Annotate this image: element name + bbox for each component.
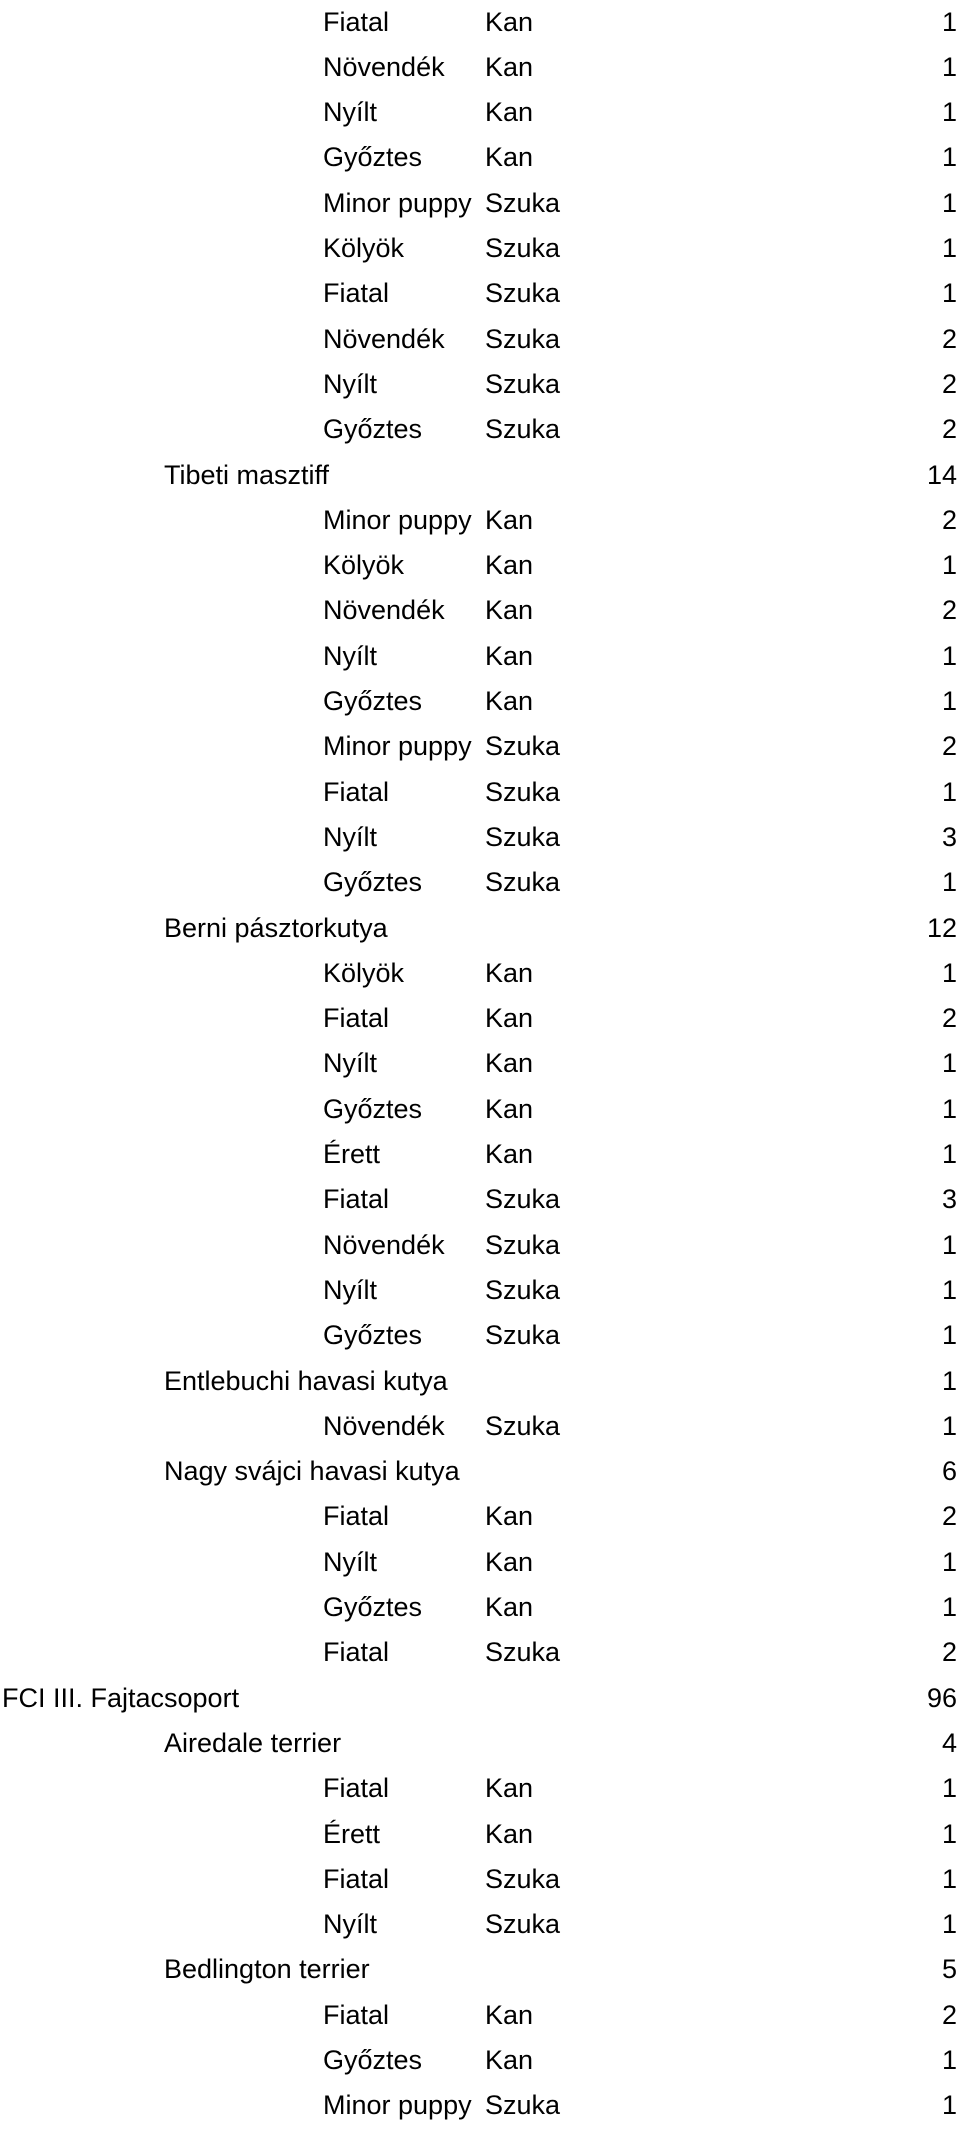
breed-name: Nagy svájci havasi kutya: [164, 1456, 460, 1487]
class-cell: Fiatal: [323, 278, 390, 309]
class-row: [0, 860, 960, 905]
sex-cell: Szuka: [485, 1184, 561, 1215]
class-row: [0, 543, 960, 588]
class-cell: Fiatal: [323, 776, 390, 807]
count-cell: 1: [941, 550, 957, 581]
count-cell: 1: [941, 1546, 957, 1577]
class-cell: Győztes: [323, 1320, 423, 1351]
count-cell: 1: [941, 1863, 957, 1894]
class-row: [0, 407, 960, 452]
sex-cell: Szuka: [485, 1637, 561, 1668]
sex-cell: Szuka: [485, 1863, 561, 1894]
count-cell: 1: [941, 1592, 957, 1622]
count-cell: 2: [941, 504, 957, 535]
class-cell: Nyílt: [323, 821, 377, 852]
sex-cell: Kan: [485, 550, 534, 581]
class-cell: Növendék: [323, 323, 445, 354]
class-row: [0, 271, 960, 316]
count-cell: 2: [941, 1637, 957, 1668]
count-cell: 3: [941, 1184, 957, 1215]
class-row: [0, 1902, 960, 1947]
group-name: FCI III. Fajtacsoport: [2, 1682, 240, 1713]
count-cell: 2: [941, 1003, 957, 1034]
sex-cell: Kan: [485, 1093, 534, 1124]
sex-cell: Szuka: [485, 414, 561, 445]
count-cell: 1: [941, 1274, 957, 1305]
sex-cell: Szuka: [485, 1410, 561, 1441]
count-cell: 1: [941, 640, 957, 671]
sex-cell: Szuka: [485, 1274, 561, 1305]
count-cell: 1: [941, 1410, 957, 1441]
class-cell: Győztes: [323, 1093, 423, 1124]
sex-cell: Kan: [485, 6, 534, 37]
sex-cell: Szuka: [485, 1909, 561, 1940]
class-cell: Érett: [323, 1818, 381, 1849]
count-cell: 2: [941, 731, 957, 762]
class-row: [0, 1404, 960, 1449]
count-cell: 1: [941, 278, 957, 309]
class-row: [0, 362, 960, 407]
class-row: [0, 2083, 960, 2128]
count-cell: 1: [941, 97, 957, 128]
class-row: [0, 1993, 960, 2038]
class-row: [0, 679, 960, 724]
class-row: [0, 588, 960, 633]
class-cell: Növendék: [323, 1410, 445, 1441]
count-cell: 5: [941, 1954, 957, 1985]
class-cell: Kölyök: [323, 957, 405, 988]
class-cell: Növendék: [323, 595, 445, 626]
class-cell: Győztes: [323, 867, 423, 898]
breed-name: Airedale terrier: [164, 1727, 342, 1758]
sex-cell: Kan: [485, 640, 534, 671]
count-cell: 1: [941, 187, 957, 218]
sex-cell: Kan: [485, 142, 534, 173]
count-cell: 2: [941, 414, 957, 445]
class-row: [0, 1494, 960, 1539]
breed-row: [0, 453, 960, 498]
sex-cell: Szuka: [485, 867, 561, 898]
sex-cell: Szuka: [485, 278, 561, 309]
class-row: [0, 2038, 960, 2083]
breed-row: [0, 1721, 960, 1766]
sex-cell: Kan: [485, 1501, 534, 1532]
class-cell: Nyílt: [323, 1048, 377, 1079]
class-row: [0, 135, 960, 180]
class-row: [0, 1041, 960, 1086]
class-cell: Nyílt: [323, 368, 377, 399]
count-cell: 12: [926, 912, 957, 943]
class-row: [0, 1268, 960, 1313]
class-cell: Minor puppy: [323, 504, 472, 535]
class-cell: Fiatal: [323, 1773, 390, 1804]
class-cell: Győztes: [323, 2045, 423, 2075]
count-cell: 2: [941, 595, 957, 626]
class-row: [0, 1857, 960, 1902]
class-row: [0, 498, 960, 543]
breed-name: Tibeti masztiff: [164, 459, 330, 490]
class-row: [0, 1766, 960, 1811]
sex-cell: Kan: [485, 51, 534, 82]
sex-cell: Szuka: [485, 776, 561, 807]
class-row: [0, 724, 960, 769]
class-cell: Növendék: [323, 1229, 445, 1260]
sex-cell: Kan: [485, 1592, 534, 1622]
breed-row: [0, 1947, 960, 1992]
class-row: [0, 90, 960, 135]
sex-cell: Kan: [485, 1048, 534, 1079]
class-row: [0, 1630, 960, 1675]
class-cell: Győztes: [323, 686, 423, 716]
count-cell: 1: [941, 51, 957, 82]
count-cell: 1: [941, 867, 957, 898]
class-row: [0, 317, 960, 362]
count-cell: 2: [941, 323, 957, 354]
sex-cell: Kan: [485, 504, 534, 535]
class-cell: Nyílt: [323, 1909, 377, 1940]
count-cell: 1: [941, 2045, 957, 2075]
class-row: [0, 1177, 960, 1222]
count-cell: 1: [941, 1909, 957, 1940]
count-cell: 1: [941, 233, 957, 263]
class-row: [0, 996, 960, 1041]
class-cell: Fiatal: [323, 1999, 390, 2030]
breed-name: Entlebuchi havasi kutya: [164, 1365, 448, 1396]
sex-cell: Kan: [485, 686, 534, 716]
class-row: [0, 1223, 960, 1268]
class-row: [0, 0, 960, 45]
class-cell: Nyílt: [323, 1274, 377, 1305]
breed-row: [0, 1359, 960, 1404]
class-row: [0, 1132, 960, 1177]
sex-cell: Kan: [485, 957, 534, 988]
sex-cell: Kan: [485, 1139, 534, 1169]
class-cell: Kölyök: [323, 550, 405, 581]
sex-cell: Kan: [485, 1999, 534, 2030]
count-cell: 2: [941, 1501, 957, 1532]
count-cell: 4: [941, 1727, 957, 1758]
count-cell: 1: [941, 1365, 957, 1396]
class-row: [0, 1540, 960, 1585]
sex-cell: Szuka: [485, 368, 561, 399]
sex-cell: Kan: [485, 2045, 534, 2075]
count-cell: 1: [941, 1320, 957, 1351]
breed-name: Berni pásztorkutya: [164, 912, 388, 943]
breed-row: [0, 1449, 960, 1494]
class-cell: Győztes: [323, 1592, 423, 1622]
class-cell: Győztes: [323, 414, 423, 445]
count-cell: 1: [941, 1093, 957, 1124]
class-row: [0, 770, 960, 815]
sex-cell: Szuka: [485, 1320, 561, 1351]
class-row: [0, 226, 960, 271]
count-cell: 2: [941, 368, 957, 399]
sex-cell: Kan: [485, 1818, 534, 1849]
sex-cell: Szuka: [485, 323, 561, 354]
breed-name: Bedlington terrier: [164, 1954, 370, 1985]
sex-cell: Szuka: [485, 1229, 561, 1260]
count-cell: 2: [941, 1999, 957, 2030]
sex-cell: Kan: [485, 595, 534, 626]
class-cell: Fiatal: [323, 6, 390, 37]
count-cell: 1: [941, 1048, 957, 1079]
count-cell: 1: [941, 2090, 957, 2121]
count-cell: 1: [941, 957, 957, 988]
class-cell: Minor puppy: [323, 2090, 472, 2121]
class-cell: Minor puppy: [323, 187, 472, 218]
class-row: [0, 181, 960, 226]
class-cell: Fiatal: [323, 1863, 390, 1894]
count-cell: 1: [941, 1229, 957, 1260]
sex-cell: Szuka: [485, 731, 561, 762]
count-cell: 1: [941, 1773, 957, 1804]
class-cell: Növendék: [323, 51, 445, 82]
class-cell: Nyílt: [323, 640, 377, 671]
sex-cell: Szuka: [485, 821, 561, 852]
class-row: [0, 1087, 960, 1132]
class-row: [0, 951, 960, 996]
count-cell: 1: [941, 1818, 957, 1849]
count-cell: 96: [926, 1682, 957, 1713]
breed-row: [0, 906, 960, 951]
class-row: [0, 1585, 960, 1630]
sex-cell: Szuka: [485, 2090, 561, 2121]
sex-cell: Kan: [485, 97, 534, 128]
count-cell: 1: [941, 1139, 957, 1169]
class-cell: Győztes: [323, 142, 423, 173]
class-row: [0, 634, 960, 679]
count-cell: 1: [941, 142, 957, 173]
class-cell: Nyílt: [323, 97, 377, 128]
sex-cell: Szuka: [485, 233, 561, 263]
count-cell: 1: [941, 6, 957, 37]
class-cell: Kölyök: [323, 233, 405, 263]
group-row: [0, 1676, 960, 1721]
sex-cell: Szuka: [485, 187, 561, 218]
count-cell: 1: [941, 776, 957, 807]
count-cell: 14: [926, 459, 957, 490]
sex-cell: Kan: [485, 1003, 534, 1034]
count-cell: 3: [941, 821, 957, 852]
class-row: [0, 1313, 960, 1358]
class-row: [0, 815, 960, 860]
class-row: [0, 45, 960, 90]
sex-cell: Kan: [485, 1546, 534, 1577]
class-cell: Fiatal: [323, 1184, 390, 1215]
class-row: [0, 1812, 960, 1857]
count-cell: 1: [941, 686, 957, 716]
class-cell: Minor puppy: [323, 731, 472, 762]
class-cell: Nyílt: [323, 1546, 377, 1577]
class-cell: Fiatal: [323, 1501, 390, 1532]
class-cell: Fiatal: [323, 1003, 390, 1034]
sex-cell: Kan: [485, 1773, 534, 1804]
class-cell: Fiatal: [323, 1637, 390, 1668]
class-cell: Érett: [323, 1139, 381, 1169]
count-cell: 6: [941, 1456, 957, 1487]
